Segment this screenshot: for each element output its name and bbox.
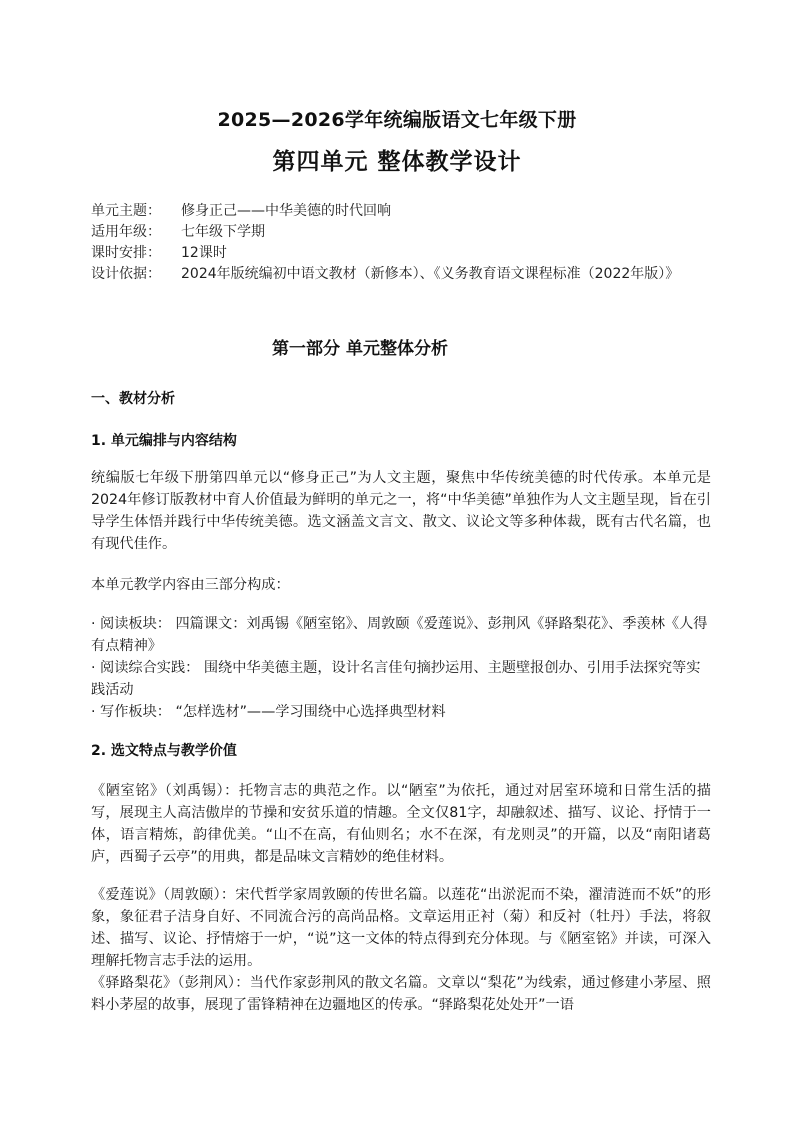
- meta-basis: [91, 264, 711, 285]
- part-title: 第一部分 单元整体分析: [272, 339, 448, 359]
- meta-hours: [91, 243, 711, 264]
- paragraph-loushiming: 《陋室铭》（刘禹锡）：托物言志的典范之作。以“陋室”为依托，通过对居室环境和日常生活的描写，展现主人高洁傲岸的节操和安贫乐道的情趣。全文仅81字，却融叙述、描写、议论、抒情于一体，语言精炼，韵律优美。“山不在高，有仙则名；水不在深，有龙则灵”的开篇，以及“南阳诸葛庐，西蜀子云亭”的用典，都是品味文言精妙的绝佳材料。: [91, 783, 711, 865]
- document-title: 2025—2026学年统编版语文七年级下册: [217, 109, 577, 131]
- meta-label: 课时安排：: [91, 245, 161, 261]
- intro-paragraph: 统编版七年级下册第四单元以“修身正己”为人文主题，聚焦中华传统美德的时代传承。本单元是2024年修订版教材中育人价值最为鲜明的单元之一，将“中华美德”单独作为人文主题呈现，旨在引导学生体悟并践行中华传统美德。选文涵盖文言文、散文、议论文等多种体裁，既有古代名篇，也有现代佳作。: [91, 470, 711, 552]
- meta-label: 单元主题：: [91, 203, 161, 219]
- paragraph-yilulihua: 《驿路梨花》（彭荆风）：当代作家彭荆风的散文名篇。文章以“梨花”为线索，通过修建小茅屋、照料小茅屋的故事，展现了雷锋精神在边疆地区的传承。“驿路梨花处处开”一语: [91, 975, 711, 1013]
- subsection-heading: 1. 单元编排与内容结构: [91, 433, 237, 449]
- list-item: · 阅读综合实践： 围绕中华美德主题，设计名言佳句摘抄运用、主题壁报创办、引用手法探究等实践活动: [91, 660, 701, 698]
- content-list: [91, 613, 711, 723]
- list-item: · 写作板块： “怎样选材”——学习围绕中心选择典型材料: [91, 704, 446, 720]
- meta-label: 适用年级：: [91, 224, 161, 240]
- document-subtitle: 第四单元 整体教学设计: [272, 149, 522, 175]
- meta-value: 2024年版统编初中语文教材（新修本）、《义务教育语文课程标准（2022年版）》: [181, 266, 680, 282]
- subsection-heading: 2. 选文特点与教学价值: [91, 743, 237, 759]
- meta-info: [91, 201, 711, 285]
- list-item: · 阅读板块： 四篇课文：刘禹锡《陋室铭》、周敦颐《爱莲说》、彭荆风《驿路梨花》、季羡林《人得有点精神》: [91, 616, 708, 654]
- meta-label: 设计依据：: [91, 266, 161, 282]
- meta-value: 七年级下学期: [181, 224, 265, 240]
- section-heading: 一、教材分析: [91, 391, 175, 407]
- paragraph-ailianshuo: 《爱莲说》（周敦颐）：宋代哲学家周敦颐的传世名篇。以莲花“出淤泥而不染，濯清涟而不妖”的形象，象征君子洁身自好、不同流合污的高尚品格。文章运用正衬（菊）和反衬（牡丹）手法，将叙述、描写、议论、抒情熔于一炉，“说”这一文体的特点得到充分体现。与《陋室铭》并读，可深入理解托物言志手法的运用。: [91, 887, 711, 969]
- meta-grade: [91, 222, 711, 243]
- meta-value: 12课时: [181, 245, 227, 261]
- meta-theme: [91, 201, 711, 222]
- meta-value: 修身正己——中华美德的时代回响: [181, 203, 391, 219]
- composition-line: 本单元教学内容由三部分构成：: [91, 577, 290, 593]
